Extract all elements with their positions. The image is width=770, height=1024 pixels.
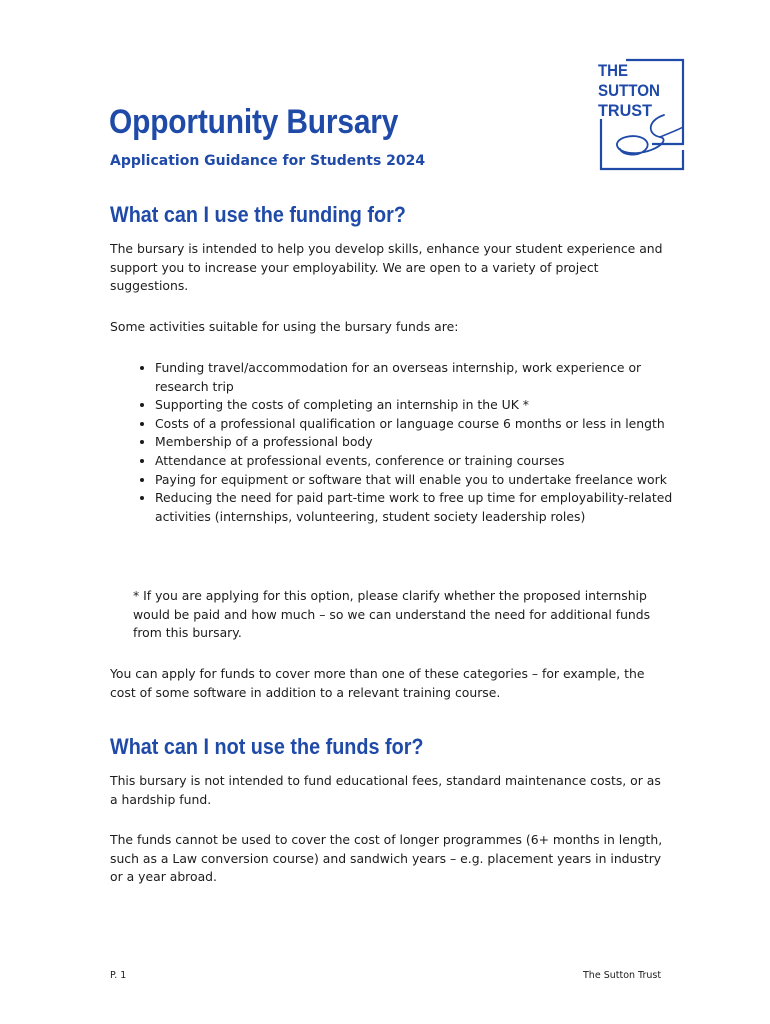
list-item: • Attendance at professional events, conference or training courses — [155, 452, 675, 471]
list-item: • Membership of a professional body — [155, 433, 675, 452]
not-use-paragraph-1: This bursary is not intended to fund educational fees, standard maintenance costs, or as a hardship fund. — [110, 773, 661, 807]
activities-list — [134, 359, 675, 526]
logo-line-2: SUTTON — [598, 81, 660, 100]
intro-paragraph: The bursary is intended to help you develop skills, enhance your student experience and support you to increase your employability. We are open to a variety of project suggestions. — [110, 241, 663, 294]
section-heading-not-use: What can I not use the funds for? — [110, 734, 424, 759]
footer-org-name: The Sutton Trust — [583, 970, 662, 981]
footnote: * If you are applying for this option, please clarify whether the proposed internship would be paid and how much – so we can understand the need for additional funds from this bursary. — [133, 588, 651, 641]
activities-lead: Some activities suitable for using the bursary funds are: — [110, 319, 459, 334]
list-item: • Funding travel/accommodation for an overseas internship, work experience or research trip — [155, 359, 675, 396]
not-use-paragraph-2: The funds cannot be used to cover the cost of longer programmes (6+ months in length, such as a Law conversion course) and sandwich years – e.g. placement years in industry or a year abroad. — [110, 832, 663, 885]
list-item: • Paying for equipment or software that will enable you to undertake freelance work — [155, 471, 675, 490]
logo-swirl — [617, 115, 664, 155]
sutton-trust-logo — [596, 57, 686, 172]
list-item: • Supporting the costs of completing an internship in the UK * — [155, 396, 675, 415]
logo-line-1: THE — [598, 61, 628, 80]
section-heading-use: What can I use the funding for? — [110, 202, 406, 227]
closing-paragraph: You can apply for funds to cover more than one of these categories – for example, the cost of some software in addition to a relevant training course. — [110, 666, 645, 700]
page-title: Opportunity Bursary — [109, 103, 399, 141]
list-item: • Reducing the need for paid part-time work to free up time for employability-related activities (internships, volunteering, student society leadership roles) — [155, 489, 675, 526]
logo-line-3: TRUST — [598, 101, 653, 120]
page-number: P. 1 — [110, 970, 127, 981]
list-item: • Costs of a professional qualification or language course 6 months or less in length — [155, 415, 675, 434]
page-subtitle: Application Guidance for Students 2024 — [110, 153, 426, 169]
